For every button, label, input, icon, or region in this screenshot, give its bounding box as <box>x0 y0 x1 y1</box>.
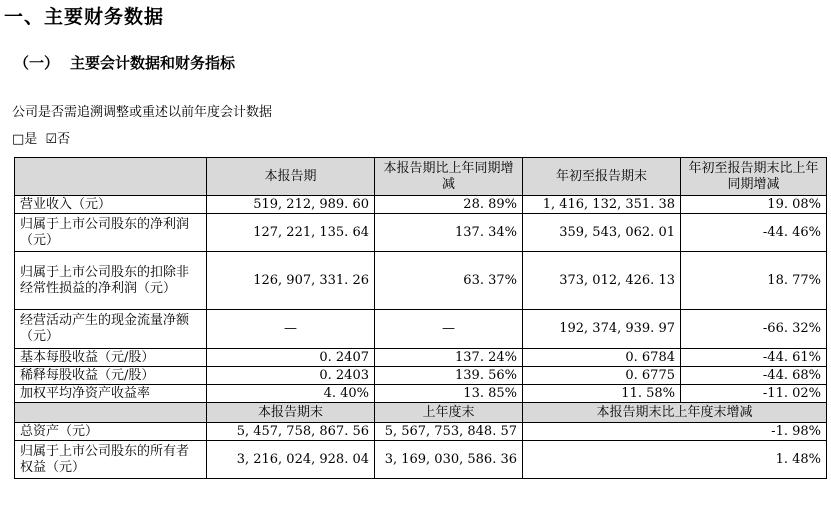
value-cell: -11. 02% <box>681 385 827 403</box>
table-row <box>15 349 827 367</box>
value-cell: 1. 48% <box>523 441 827 479</box>
value-cell: 13. 85% <box>375 385 523 403</box>
value-cell: -1. 98% <box>523 423 827 441</box>
value-cell: 192, 374, 939. 97 <box>523 310 681 349</box>
header-cell: 年初至报告期末 <box>523 158 681 196</box>
value-cell: 0. 6784 <box>523 349 681 367</box>
value-cell: 139. 56% <box>375 367 523 385</box>
value-cell: — <box>375 310 523 349</box>
header-cell: 本报告期 <box>207 158 375 196</box>
header-cell: 年初至报告期末比上年同期增减 <box>681 158 827 196</box>
row-label: 归属于上市公司股东的净利润（元） <box>15 214 207 252</box>
header-cell <box>15 403 207 423</box>
value-cell: 3, 216, 024, 928. 04 <box>207 441 375 479</box>
value-cell: 126, 907, 331. 26 <box>207 252 375 310</box>
row-label: 归属于上市公司股东的扣除非经常性损益的净利润（元） <box>15 252 207 310</box>
value-cell: 519, 212, 989. 60 <box>207 196 375 214</box>
value-cell: 0. 6775 <box>523 367 681 385</box>
table-header-row <box>15 158 827 196</box>
section-heading: 一、主要财务数据 <box>4 6 165 28</box>
value-cell: 127, 221, 135. 64 <box>207 214 375 252</box>
subsection-number: （一） <box>14 54 60 72</box>
header-cell: 本报告期比上年同期增减 <box>375 158 523 196</box>
row-label: 基本每股收益（元/股） <box>15 349 207 367</box>
row-label: 营业收入（元） <box>15 196 207 214</box>
value-cell: 0. 2403 <box>207 367 375 385</box>
value-cell: 0. 2407 <box>207 349 375 367</box>
row-label: 归属于上市公司股东的所有者权益（元） <box>15 441 207 479</box>
value-cell: 3, 169, 030, 586. 36 <box>375 441 523 479</box>
value-cell: 28. 89% <box>375 196 523 214</box>
option-no-checkbox: ☑否 <box>45 132 71 147</box>
value-cell: 5, 457, 758, 867. 56 <box>207 423 375 441</box>
table-row <box>15 423 827 441</box>
row-label: 经营活动产生的现金流量净额（元） <box>15 310 207 349</box>
row-label: 总资产（元） <box>15 423 207 441</box>
value-cell: 373, 012, 426. 13 <box>523 252 681 310</box>
value-cell: 137. 34% <box>375 214 523 252</box>
table-row <box>15 367 827 385</box>
value-cell: 11. 58% <box>523 385 681 403</box>
row-label: 稀释每股收益（元/股） <box>15 367 207 385</box>
header-cell: 本报告期末 <box>207 403 375 423</box>
header-cell: 本报告期末比上年度末增减 <box>523 403 827 423</box>
table-row <box>15 196 827 214</box>
table-row <box>15 385 827 403</box>
table-row <box>15 441 827 479</box>
table-row <box>15 252 827 310</box>
value-cell: 137. 24% <box>375 349 523 367</box>
subsection-title: 主要会计数据和财务指标 <box>70 54 236 72</box>
value-cell: -44. 68% <box>681 367 827 385</box>
value-cell: -66. 32% <box>681 310 827 349</box>
value-cell: 63. 37% <box>375 252 523 310</box>
value-cell: 18. 77% <box>681 252 827 310</box>
header-cell <box>15 158 207 196</box>
value-cell: — <box>207 310 375 349</box>
table-row <box>15 310 827 349</box>
value-cell: -44. 61% <box>681 349 827 367</box>
subsection-heading <box>14 52 235 73</box>
restatement-question: 公司是否需追溯调整或重述以前年度会计数据 <box>12 105 273 120</box>
value-cell: -44. 46% <box>681 214 827 252</box>
option-yes-checkbox: □是 <box>12 132 38 147</box>
financial-data-table <box>14 157 827 479</box>
value-cell: 5, 567, 753, 848. 57 <box>375 423 523 441</box>
table-header-row <box>15 403 827 423</box>
value-cell: 359, 543, 062. 01 <box>523 214 681 252</box>
value-cell: 4. 40% <box>207 385 375 403</box>
row-label: 加权平均净资产收益率 <box>15 385 207 403</box>
header-cell: 上年度末 <box>375 403 523 423</box>
value-cell: 1, 416, 132, 351. 38 <box>523 196 681 214</box>
table-row <box>15 214 827 252</box>
restatement-options <box>12 128 70 147</box>
value-cell: 19. 08% <box>681 196 827 214</box>
